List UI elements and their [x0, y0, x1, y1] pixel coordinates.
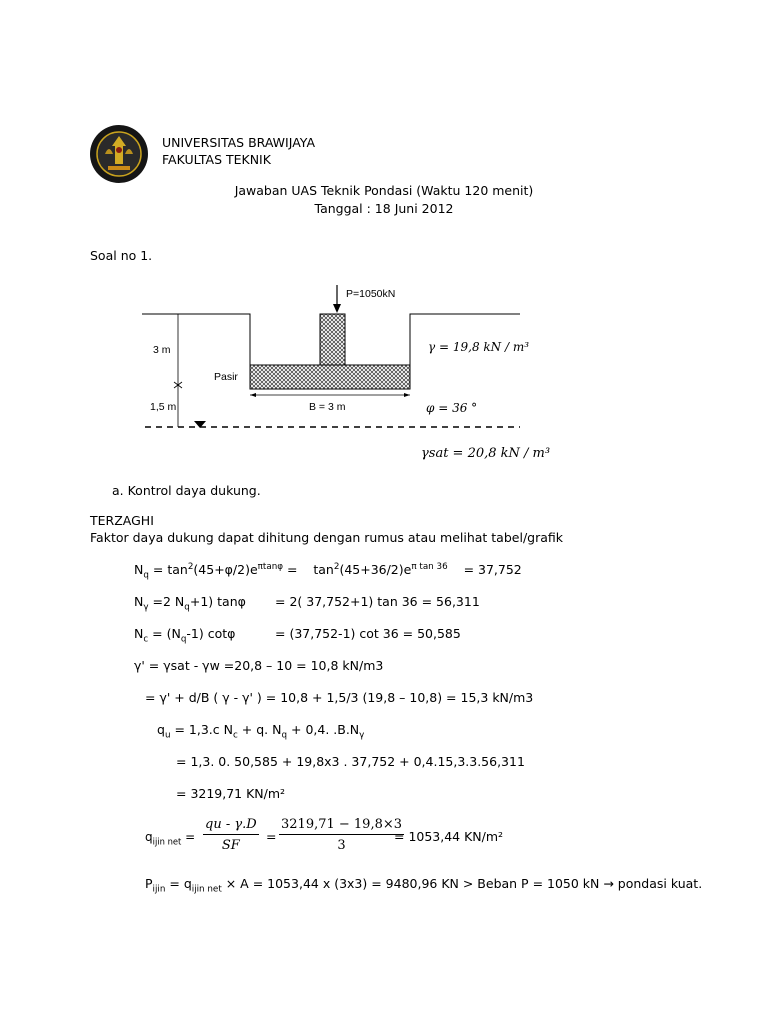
qu-result: = 3219,71 KN/m²	[176, 786, 286, 801]
soil-label: Pasir	[214, 371, 238, 383]
q-allowable-subscript: ijin net	[152, 836, 182, 847]
method-heading: TERZAGHI	[90, 513, 154, 528]
fraction-values-denominator: 3	[337, 838, 346, 853]
friction-angle-label: φ = 36 °	[426, 401, 478, 415]
ngamma-result: = 2( 37,752+1) tan 36 = 56,311	[275, 594, 480, 609]
document-title: Jawaban UAS Teknik Pondasi (Waktu 120 menit)	[234, 183, 534, 198]
width-label: B = 3 m	[309, 401, 346, 413]
ngamma-equation: $N_\gamma =2$ $N_q+1$) tanφ	[134, 594, 246, 613]
document-date: Tanggal : 18 Juni 2012	[314, 201, 454, 216]
fraction-formula-denominator: SF	[221, 838, 240, 853]
qu-equation: $q_u = 1,3.c$ $N_c + q$. $N_q + 0,4$. $.B.N_\gamma$	[157, 722, 365, 741]
p-allowable-subscript: ijin net	[191, 884, 222, 895]
foundation-diagram	[0, 280, 768, 470]
nc-lhs-end: -1) cotφ	[186, 626, 236, 641]
qu-term-q: + q. N	[241, 722, 282, 737]
effective-unit-weight: γ' = γsat - γw =20,8 – 10 = 10,8 kN/m3	[134, 658, 384, 673]
p-allowable-equation: $P_{ijin} = q_{ijin net} \times A = 1053,44$ x (3x3) = 9480,96 KN > Beban P = 1050 kN → pondasi kuat.	[145, 876, 703, 895]
ngamma-lhs: =2 N	[152, 594, 185, 609]
qu-term-gamma: + 0,4. .B.N	[291, 722, 360, 737]
nc-equation: $N_c = (N_q-1)$ cotφ	[134, 626, 236, 645]
q-allowable-label: $q_{ijin net}$ =	[145, 830, 196, 847]
unit-weight-label: γ = 19,8 kN / m³	[428, 340, 530, 354]
load-label: P=1050kN	[346, 288, 396, 300]
question-label: Soal no 1.	[90, 248, 153, 263]
item-a-heading: a. Kontrol daya dukung.	[112, 483, 261, 498]
fraction-formula	[203, 817, 259, 853]
qu-term-c: = 1,3.c N	[174, 722, 233, 737]
intro-text: Faktor daya dukung dapat dihitung dengan rumus atau melihat tabel/grafik	[90, 530, 563, 545]
q-allowable-result: = 1053,44 KN/m²	[394, 829, 504, 844]
faculty-name: FAKULTAS TEKNIK	[162, 152, 271, 167]
nc-result: = (37,752-1) cot 36 = 50,585	[275, 626, 461, 641]
p-allowable-lhs: = q	[169, 876, 192, 891]
saturated-unit-weight-label: γsat = 20,8 kN / m³	[421, 446, 551, 461]
average-unit-weight: = γ' + d/B ( γ - γ' ) = 10,8 + 1,5/3 (19,8 – 10,8) = 15,3 kN/m3	[145, 690, 534, 705]
depth-label-3m: 3 m	[153, 344, 171, 356]
p-allowable-rest: × A = 1053,44 x (3x3) = 9480,96 KN > Beban P = 1050 kN → pondasi kuat.	[225, 876, 703, 891]
nc-lhs: = (N	[152, 626, 181, 641]
depth-label-1-5m: 1,5 m	[150, 401, 177, 413]
fraction-formula-numerator: qu - γ.D	[203, 817, 259, 835]
university-name: UNIVERSITAS BRAWIJAYA	[162, 135, 315, 150]
fraction-values	[279, 817, 404, 853]
nq-result: = 37,752	[463, 562, 522, 578]
fraction-values-numerator: 3219,71 − 19,8×3	[279, 817, 404, 835]
equals-sign: =	[266, 829, 277, 844]
ngamma-lhs-end: +1) tanφ	[189, 594, 246, 609]
nq-equation: $N_q = \tan^2(45+\varphi/2)e^{\pi tan\varphi}$ = $\tan^2(45+36/2)e^{\pi tan 36}$ = 37,752	[134, 562, 522, 581]
qu-substitution: = 1,3. 0. 50,585 + 19,8x3 . 37,752 + 0,4.15,3.3.56,311	[176, 754, 525, 769]
university-seal-logo	[89, 124, 149, 184]
